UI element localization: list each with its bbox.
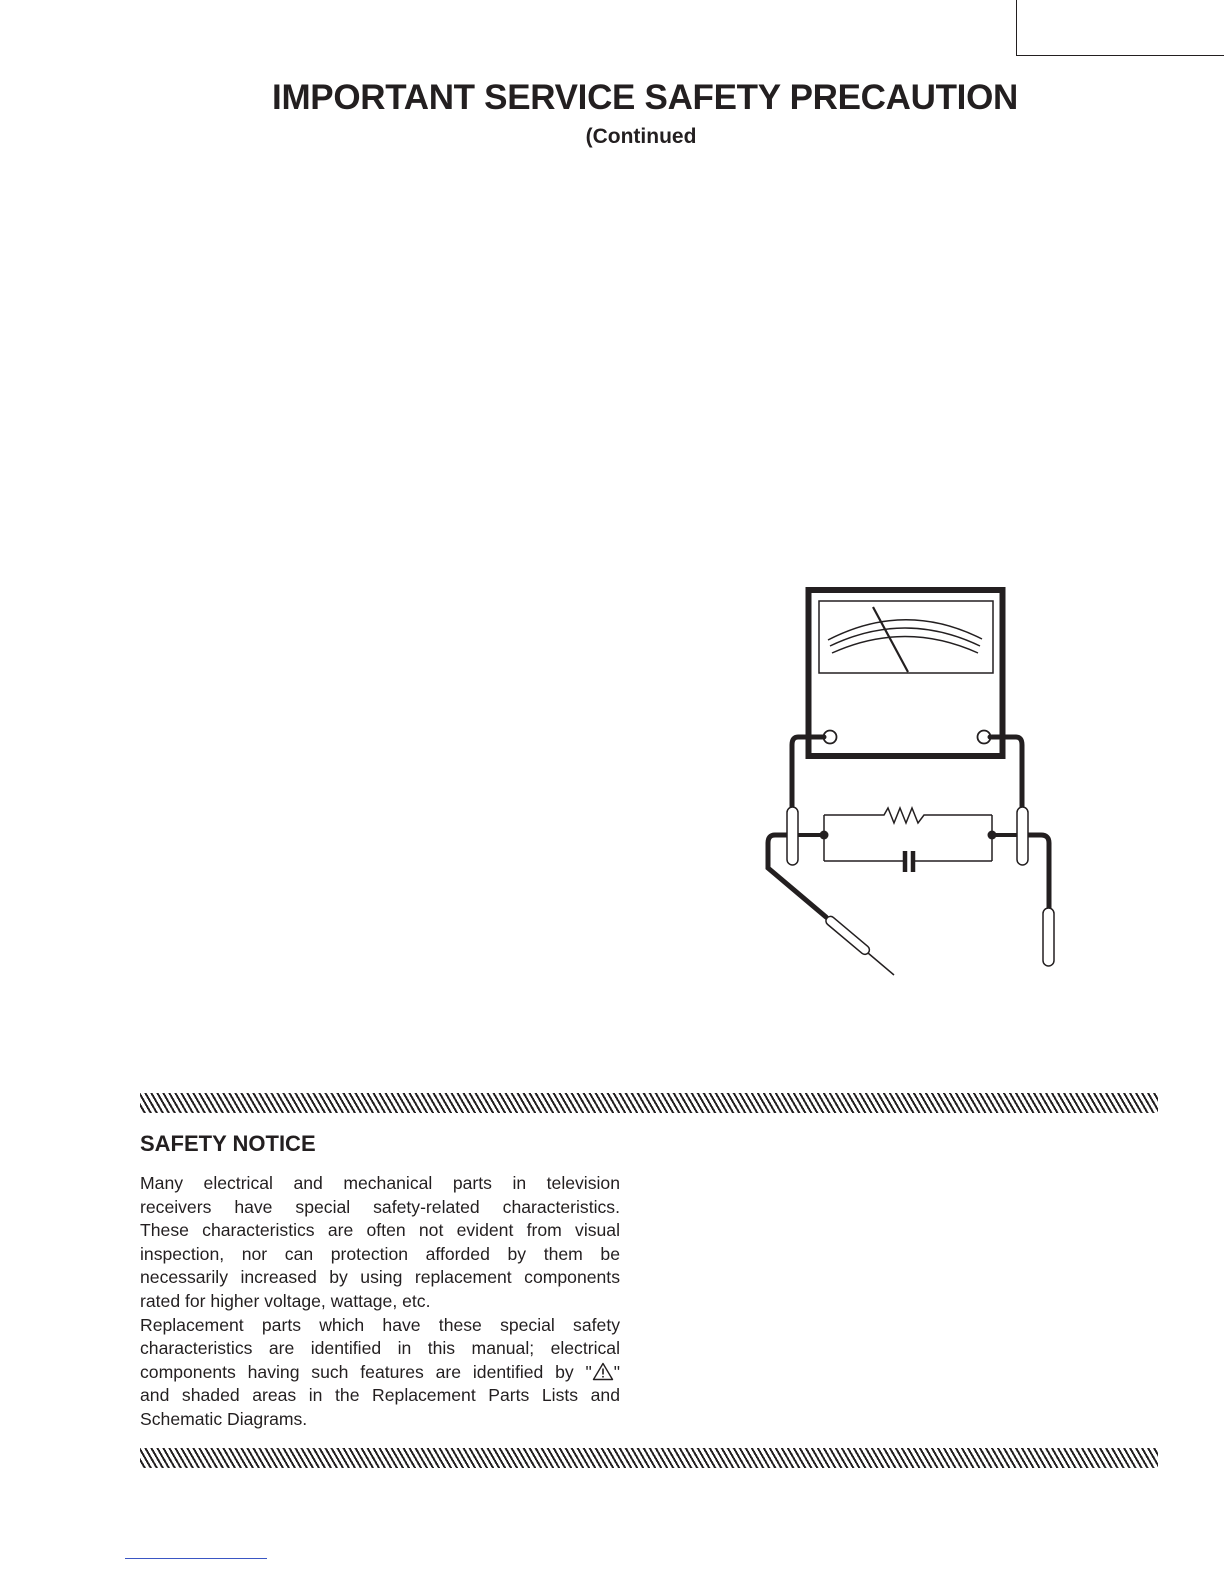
safety-notice-body — [140, 1172, 620, 1432]
notice-line: necessarily increased by using replacement components — [140, 1267, 620, 1288]
notice-line: Many electrical and mechanical parts in television — [140, 1173, 620, 1193]
notice-line: characteristics are identified in this manual; electrical — [140, 1338, 620, 1359]
notice-line: rated for higher voltage, wattage, etc. — [140, 1290, 431, 1311]
notice-line: These characteristics are often not evident from visual — [140, 1220, 620, 1241]
resistor-capacitor-network — [798, 808, 1017, 872]
meter-test-figure — [760, 585, 1060, 980]
page-subtitle: (Continued — [585, 125, 697, 148]
page-title: IMPORTANT SERVICE SAFETY PRECAUTION — [272, 78, 1018, 117]
footer-link-underline[interactable] — [125, 1558, 267, 1559]
capacitor-icon — [824, 851, 992, 872]
notice-line-prefix: components having such features are identified by " — [140, 1361, 592, 1382]
notice-line-with-icon — [140, 1361, 620, 1385]
safety-notice-heading: SAFETY NOTICE — [140, 1131, 316, 1156]
hatch-divider-top — [140, 1093, 1158, 1113]
notice-line: receivers have special safety-related characteristics. — [140, 1196, 620, 1217]
resistor-icon — [824, 808, 992, 823]
notice-line: and shaded areas in the Replacement Parts Lists and — [140, 1385, 620, 1406]
notice-line: inspection, nor can protection afforded by them be — [140, 1243, 620, 1264]
page-corner-tab — [1016, 0, 1224, 56]
test-leads — [768, 737, 1049, 917]
warning-triangle-icon — [592, 1362, 614, 1381]
notice-line: Replacement parts which have these special safety — [140, 1314, 620, 1335]
hatch-divider-bottom — [140, 1448, 1158, 1468]
analog-meter-icon — [809, 590, 1003, 756]
notice-line: Schematic Diagrams. — [140, 1408, 308, 1429]
notice-line-suffix: " — [613, 1361, 620, 1382]
